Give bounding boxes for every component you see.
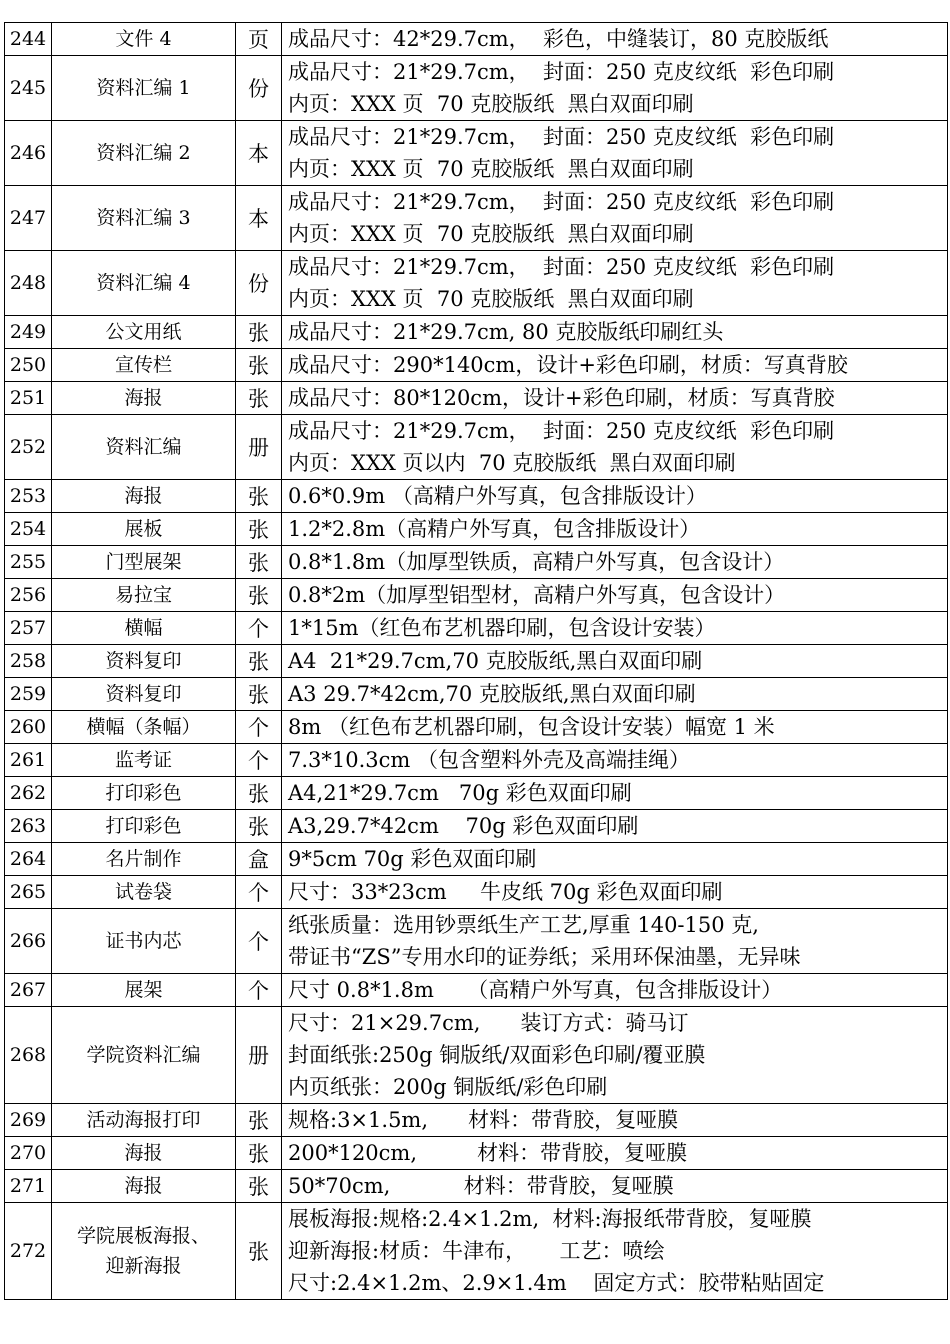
item-spec <box>282 186 948 251</box>
item-spec-line: 内页：XXX 页以内 70 克胶版纸 黑白双面印刷 <box>288 451 736 475</box>
item-spec-line: 内页：XXX 页 70 克胶版纸 黑白双面印刷 <box>288 287 694 311</box>
item-unit: 册 <box>236 1007 282 1104</box>
item-spec-line: 0.8*1.8m（加厚型铁质，高精户外写真，包含设计） <box>288 550 785 574</box>
item-spec <box>282 251 948 316</box>
item-name <box>52 810 236 843</box>
item-spec <box>282 579 948 612</box>
item-unit: 张 <box>236 645 282 678</box>
item-number: 271 <box>5 1170 52 1203</box>
item-number: 246 <box>5 121 52 186</box>
table-row <box>5 1170 948 1203</box>
item-number: 268 <box>5 1007 52 1104</box>
item-spec-line: 尺寸:2.4×1.2m、2.9×1.4m 固定方式：胶带粘贴固定 <box>288 1271 825 1295</box>
item-spec-line: 带证书“ZS”专用水印的证券纸；采用环保油墨，无异味 <box>288 945 801 969</box>
item-spec-line: 7.3*10.3cm （包含塑料外壳及高端挂绳） <box>288 748 691 772</box>
item-spec-line: A4,21*29.7cm 70g 彩色双面印刷 <box>288 781 632 805</box>
item-name-line: 横幅（条幅） <box>86 716 201 738</box>
table-row <box>5 415 948 480</box>
item-spec <box>282 349 948 382</box>
item-spec <box>282 744 948 777</box>
item-unit: 张 <box>236 1137 282 1170</box>
item-spec <box>282 711 948 744</box>
item-spec-line: A3 29.7*42cm,70 克胶版纸,黑白双面印刷 <box>288 682 696 706</box>
item-unit: 本 <box>236 186 282 251</box>
item-name <box>52 316 236 349</box>
price-table <box>4 22 948 1300</box>
item-spec <box>282 678 948 711</box>
item-spec-line: 成品尺寸：80*120cm，设计+彩色印刷，材质：写真背胶 <box>288 386 835 410</box>
item-unit: 个 <box>236 876 282 909</box>
item-number: 265 <box>5 876 52 909</box>
item-unit: 张 <box>236 579 282 612</box>
item-spec-line: 尺寸 0.8*1.8m （高精户外写真，包含排版设计） <box>288 978 783 1002</box>
item-spec-line: 成品尺寸：21*29.7cm， 封面：250 克皮纹纸 彩色印刷 <box>288 255 835 279</box>
item-spec-line: 成品尺寸：21*29.7cm， 封面：250 克皮纹纸 彩色印刷 <box>288 419 835 443</box>
item-unit: 个 <box>236 711 282 744</box>
item-name <box>52 186 236 251</box>
item-name-line: 资料汇编 1 <box>96 77 191 99</box>
item-unit: 本 <box>236 121 282 186</box>
item-unit: 张 <box>236 1104 282 1137</box>
item-spec <box>282 56 948 121</box>
item-number: 260 <box>5 711 52 744</box>
item-unit: 册 <box>236 415 282 480</box>
item-number: 269 <box>5 1104 52 1137</box>
item-unit: 张 <box>236 349 282 382</box>
item-name <box>52 415 236 480</box>
item-unit: 盒 <box>236 843 282 876</box>
item-spec <box>282 612 948 645</box>
item-name <box>52 843 236 876</box>
item-name-line: 资料汇编 3 <box>96 207 191 229</box>
item-name-line: 海报 <box>124 1142 163 1164</box>
item-name-line: 展板 <box>124 518 163 540</box>
item-name <box>52 612 236 645</box>
item-name-line: 横幅 <box>124 617 163 639</box>
item-name-line: 学院展板海报、 <box>76 1225 210 1247</box>
item-spec-line: 内页纸张：200g 铜版纸/彩色印刷 <box>288 1075 608 1099</box>
item-spec-line: 50*70cm, 材料：带背胶，复哑膜 <box>288 1174 674 1198</box>
item-name-line: 文件 4 <box>115 28 172 50</box>
item-number: 266 <box>5 909 52 974</box>
item-spec <box>282 1104 948 1137</box>
item-name <box>52 777 236 810</box>
item-spec <box>282 974 948 1007</box>
item-spec-line: 8m （红色布艺机器印刷，包含设计安装）幅宽 1 米 <box>288 715 775 739</box>
item-name <box>52 382 236 415</box>
table-row <box>5 909 948 974</box>
item-number: 257 <box>5 612 52 645</box>
item-unit: 个 <box>236 909 282 974</box>
item-name <box>52 251 236 316</box>
item-unit: 个 <box>236 974 282 1007</box>
item-unit: 张 <box>236 1170 282 1203</box>
table-row <box>5 121 948 186</box>
item-name-line: 资料复印 <box>105 650 182 672</box>
item-spec <box>282 513 948 546</box>
item-spec-line: 展板海报:规格:2.4×1.2m, 材料:海报纸带背胶，复哑膜 <box>288 1207 812 1231</box>
item-spec <box>282 876 948 909</box>
table-row <box>5 23 948 56</box>
table-row <box>5 1203 948 1300</box>
item-spec-line: 成品尺寸：21*29.7cm， 封面：250 克皮纹纸 彩色印刷 <box>288 125 835 149</box>
table-row <box>5 251 948 316</box>
item-number: 249 <box>5 316 52 349</box>
item-name-line: 迎新海报 <box>105 1255 182 1277</box>
item-spec-line: 成品尺寸：42*29.7cm， 彩色，中缝装订，80 克胶版纸 <box>288 27 829 51</box>
table-row <box>5 843 948 876</box>
item-spec <box>282 382 948 415</box>
item-name-line: 资料汇编 2 <box>96 142 191 164</box>
table-row <box>5 1007 948 1104</box>
item-spec-line: 规格:3×1.5m, 材料：带背胶，复哑膜 <box>288 1108 679 1132</box>
item-spec <box>282 1137 948 1170</box>
table-row <box>5 579 948 612</box>
item-name <box>52 480 236 513</box>
item-unit: 张 <box>236 382 282 415</box>
item-name <box>52 1007 236 1104</box>
item-name <box>52 56 236 121</box>
item-unit: 份 <box>236 251 282 316</box>
item-unit: 张 <box>236 1203 282 1300</box>
item-number: 254 <box>5 513 52 546</box>
item-spec <box>282 121 948 186</box>
item-name <box>52 513 236 546</box>
table-row <box>5 810 948 843</box>
table-row <box>5 612 948 645</box>
item-name <box>52 579 236 612</box>
item-spec <box>282 909 948 974</box>
item-spec-line: 1.2*2.8m（高精户外写真，包含排版设计） <box>288 517 701 541</box>
item-number: 245 <box>5 56 52 121</box>
item-spec-line: 0.8*2m（加厚型铝型材，高精户外写真，包含设计） <box>288 583 786 607</box>
item-number: 261 <box>5 744 52 777</box>
item-spec-line: 尺寸：33*23cm 牛皮纸 70g 彩色双面印刷 <box>288 880 723 904</box>
item-number: 250 <box>5 349 52 382</box>
table-row <box>5 349 948 382</box>
item-spec-line: 1*15m（红色布艺机器印刷，包含设计安装） <box>288 616 716 640</box>
item-number: 253 <box>5 480 52 513</box>
item-name <box>52 349 236 382</box>
table-row <box>5 974 948 1007</box>
item-number: 270 <box>5 1137 52 1170</box>
item-unit: 张 <box>236 678 282 711</box>
item-name <box>52 678 236 711</box>
table-row <box>5 777 948 810</box>
item-name-line: 资料汇编 <box>105 436 182 458</box>
item-name-line: 证书内芯 <box>105 930 182 952</box>
item-number: 252 <box>5 415 52 480</box>
item-spec <box>282 843 948 876</box>
item-spec-line: 成品尺寸：21*29.7cm, 80 克胶版纸印刷红头 <box>288 320 724 344</box>
item-spec-line: 纸张质量：选用钞票纸生产工艺,厚重 140-150 克, <box>288 913 759 937</box>
item-unit: 个 <box>236 744 282 777</box>
item-name-line: 展架 <box>124 979 163 1001</box>
item-number: 244 <box>5 23 52 56</box>
item-name <box>52 974 236 1007</box>
item-spec-line: 0.6*0.9m （高精户外写真，包含排版设计） <box>288 484 707 508</box>
item-number: 259 <box>5 678 52 711</box>
item-spec-line: 成品尺寸：290*140cm，设计+彩色印刷，材质：写真背胶 <box>288 353 848 377</box>
item-number: 256 <box>5 579 52 612</box>
table-row <box>5 513 948 546</box>
item-unit: 页 <box>236 23 282 56</box>
table-row <box>5 480 948 513</box>
item-name-line: 活动海报打印 <box>86 1109 201 1131</box>
item-name-line: 学院资料汇编 <box>86 1044 201 1066</box>
item-name <box>52 876 236 909</box>
item-number: 258 <box>5 645 52 678</box>
item-name <box>52 1170 236 1203</box>
table-row <box>5 1137 948 1170</box>
table-body <box>5 23 948 1300</box>
item-spec-line: 成品尺寸：21*29.7cm， 封面：250 克皮纹纸 彩色印刷 <box>288 60 835 84</box>
table-row <box>5 711 948 744</box>
item-name-line: 海报 <box>124 485 163 507</box>
item-number: 267 <box>5 974 52 1007</box>
item-name <box>52 645 236 678</box>
item-name <box>52 23 236 56</box>
item-number: 248 <box>5 251 52 316</box>
item-spec <box>282 1203 948 1300</box>
item-spec-line: 封面纸张:250g 铜版纸/双面彩色印刷/覆亚膜 <box>288 1043 706 1067</box>
item-number: 262 <box>5 777 52 810</box>
item-spec <box>282 777 948 810</box>
item-number: 272 <box>5 1203 52 1300</box>
table-row <box>5 56 948 121</box>
table-row <box>5 1104 948 1137</box>
item-number: 255 <box>5 546 52 579</box>
item-spec-line: 成品尺寸：21*29.7cm， 封面：250 克皮纹纸 彩色印刷 <box>288 190 835 214</box>
item-name-line: 打印彩色 <box>105 815 182 837</box>
item-spec-line: 迎新海报:材质：牛津布， 工艺：喷绘 <box>288 1239 665 1263</box>
item-number: 251 <box>5 382 52 415</box>
item-spec <box>282 415 948 480</box>
item-number: 263 <box>5 810 52 843</box>
item-spec-line: A4 21*29.7cm,70 克胶版纸,黑白双面印刷 <box>288 649 703 673</box>
item-unit: 张 <box>236 810 282 843</box>
item-spec-line: 9*5cm 70g 彩色双面印刷 <box>288 847 537 871</box>
item-unit: 张 <box>236 777 282 810</box>
item-name-line: 海报 <box>124 387 163 409</box>
item-name <box>52 1104 236 1137</box>
item-unit: 份 <box>236 56 282 121</box>
item-name-line: 门型展架 <box>105 551 182 573</box>
item-unit: 张 <box>236 513 282 546</box>
item-unit: 张 <box>236 546 282 579</box>
table-row <box>5 186 948 251</box>
item-spec <box>282 546 948 579</box>
item-spec-line: 内页：XXX 页 70 克胶版纸 黑白双面印刷 <box>288 222 694 246</box>
item-name-line: 资料复印 <box>105 683 182 705</box>
item-name-line: 名片制作 <box>105 848 182 870</box>
item-name-line: 监考证 <box>114 749 172 771</box>
item-spec <box>282 1170 948 1203</box>
item-name <box>52 909 236 974</box>
item-name-line: 海报 <box>124 1175 163 1197</box>
item-name-line: 试卷袋 <box>114 881 172 903</box>
item-spec <box>282 23 948 56</box>
table-row <box>5 876 948 909</box>
item-spec <box>282 1007 948 1104</box>
item-unit: 张 <box>236 480 282 513</box>
item-number: 264 <box>5 843 52 876</box>
item-number: 247 <box>5 186 52 251</box>
table-row <box>5 678 948 711</box>
item-spec-line: 200*120cm, 材料：带背胶，复哑膜 <box>288 1141 688 1165</box>
item-name <box>52 546 236 579</box>
table-row <box>5 645 948 678</box>
item-spec <box>282 480 948 513</box>
item-unit: 张 <box>236 316 282 349</box>
table-row <box>5 382 948 415</box>
item-name-line: 易拉宝 <box>114 584 172 606</box>
item-spec <box>282 316 948 349</box>
item-name-line: 资料汇编 4 <box>96 272 191 294</box>
item-spec <box>282 810 948 843</box>
item-name-line: 宣传栏 <box>114 354 172 376</box>
item-name <box>52 121 236 186</box>
table-row <box>5 744 948 777</box>
item-spec-line: 尺寸：21×29.7cm, 装订方式：骑马订 <box>288 1011 689 1035</box>
item-name-line: 公文用纸 <box>105 321 182 343</box>
item-spec-line: 内页：XXX 页 70 克胶版纸 黑白双面印刷 <box>288 157 694 181</box>
item-spec <box>282 645 948 678</box>
item-name <box>52 1137 236 1170</box>
item-name <box>52 711 236 744</box>
item-name-line: 打印彩色 <box>105 782 182 804</box>
table-row <box>5 546 948 579</box>
table-row <box>5 316 948 349</box>
item-name <box>52 1203 236 1300</box>
item-unit: 个 <box>236 612 282 645</box>
item-spec-line: 内页：XXX 页 70 克胶版纸 黑白双面印刷 <box>288 92 694 116</box>
item-spec-line: A3,29.7*42cm 70g 彩色双面印刷 <box>288 814 639 838</box>
item-name <box>52 744 236 777</box>
